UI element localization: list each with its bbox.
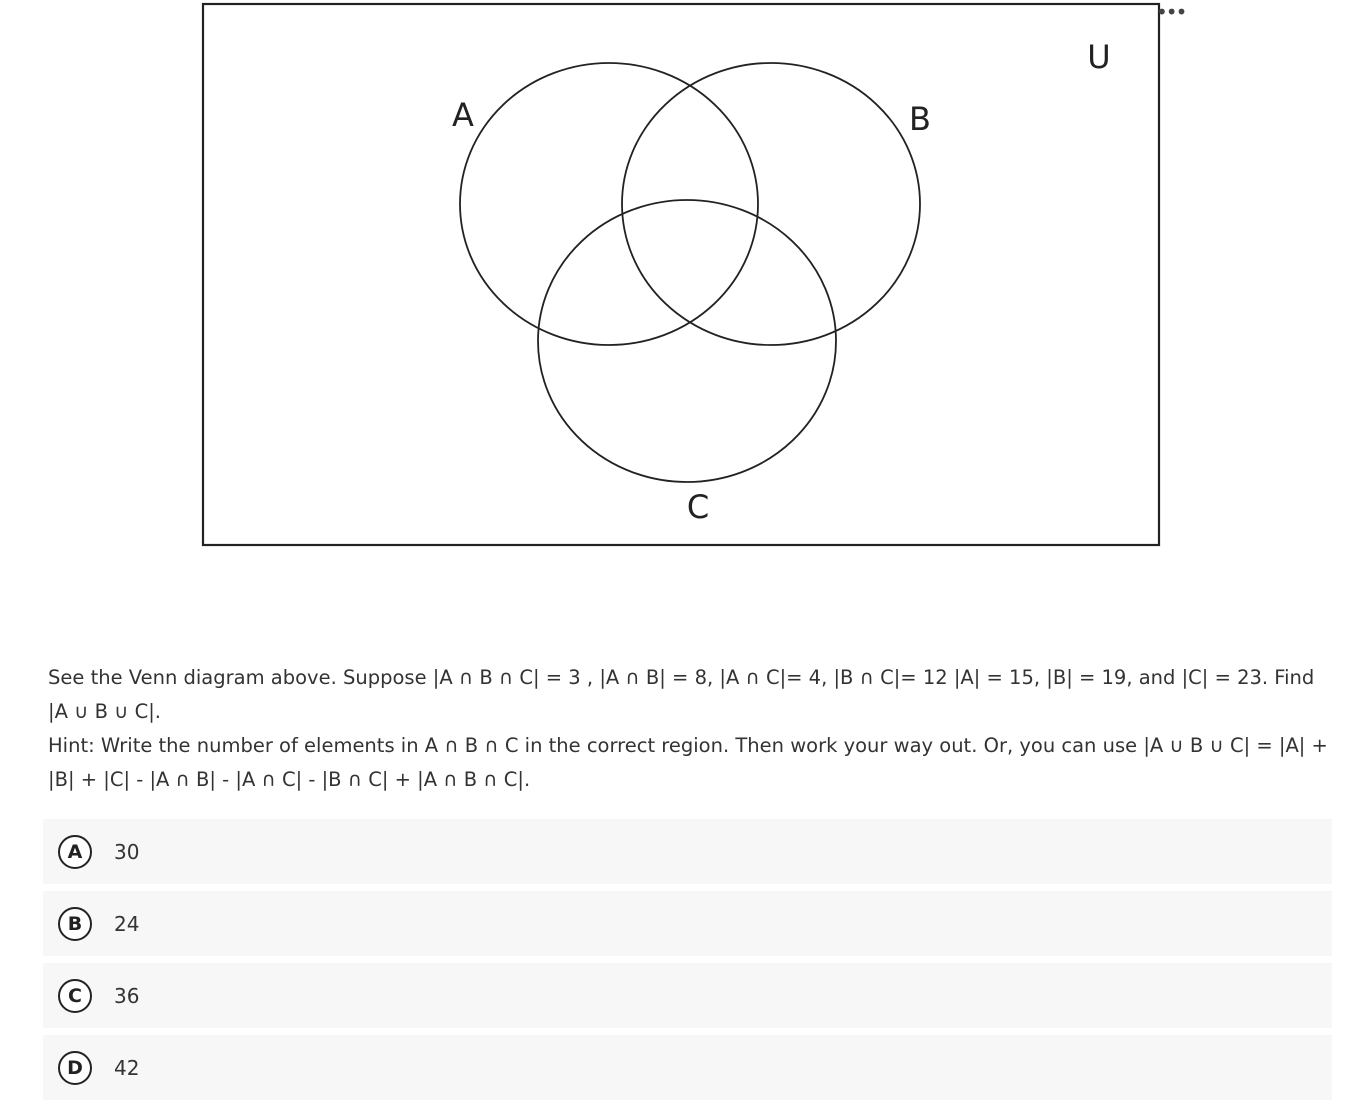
choice-d[interactable]: [43, 1035, 1332, 1100]
hint-paragraph: Hint: Write the number of elements in A ∩ B ∩ C in the correct region. Then work your way out. Or, you can use |A ∪ B ∪ C| = |A| + |B| + |C| - |A ∩ B| - |A ∩ C| - |B ∩ C| + |A ∩ B ∩ C|.: [48, 734, 1328, 791]
choice-b[interactable]: [43, 891, 1332, 956]
question-paragraph: See the Venn diagram above. Suppose |A ∩ B ∩ C| = 3 , |A ∩ B| = 8, |A ∩ C|= 4, |B ∩ C|= 12 |A| = 15, |B| = 19, and |C| = 23. Find |A ∪ B ∪ C|.: [48, 666, 1315, 723]
choice-a-letter-badge: A: [58, 835, 92, 869]
choice-d-text: 42: [114, 1055, 140, 1080]
choice-a[interactable]: [43, 819, 1332, 884]
universe-rectangle: [203, 4, 1159, 545]
set-a-label: A: [452, 96, 474, 134]
choice-c-letter-badge: C: [58, 979, 92, 1013]
set-c-label: C: [686, 488, 710, 526]
choice-c[interactable]: [43, 963, 1332, 1028]
question-text: [48, 661, 1338, 797]
choice-d-letter-badge: D: [58, 1051, 92, 1085]
choice-b-text: 24: [114, 911, 140, 936]
more-options-icon[interactable]: •••: [1156, 0, 1186, 24]
set-b-label: B: [909, 100, 931, 138]
choice-a-text: 30: [114, 839, 140, 864]
choice-b-letter-badge: B: [58, 907, 92, 941]
universe-label: U: [1087, 38, 1111, 76]
answer-choices: [43, 819, 1332, 1107]
choice-c-text: 36: [114, 983, 140, 1008]
